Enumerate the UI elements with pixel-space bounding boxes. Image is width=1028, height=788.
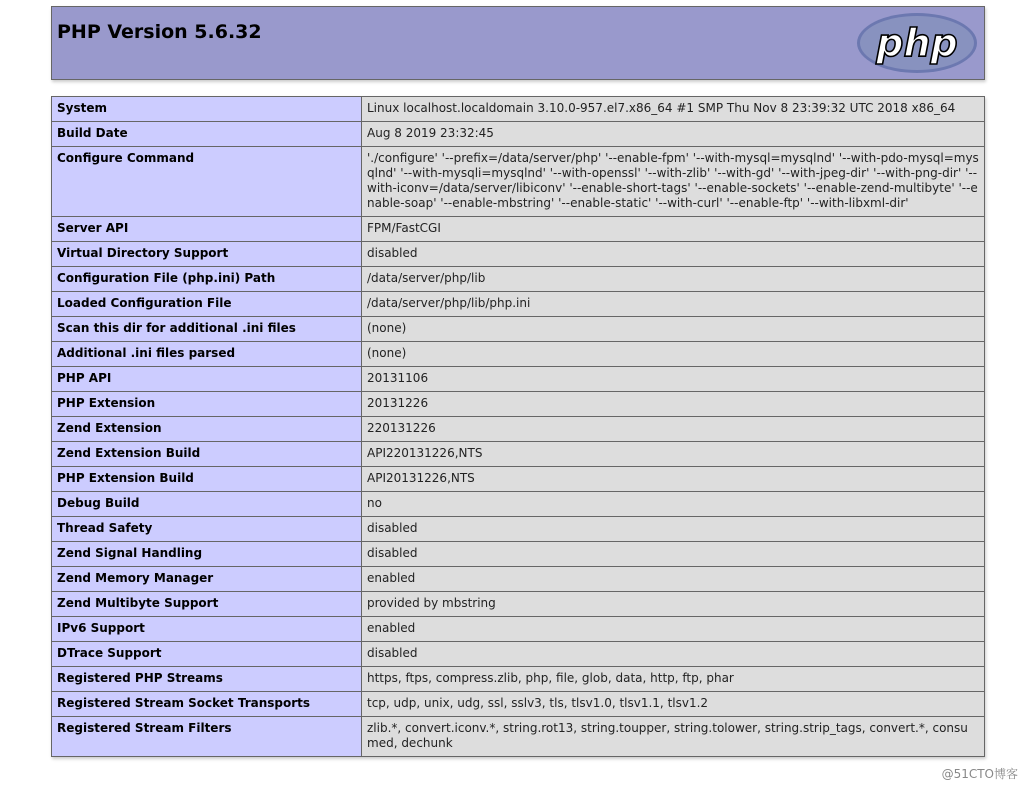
row-value: (none) (362, 342, 985, 367)
row-key: Configuration File (php.ini) Path (52, 267, 362, 292)
row-key: IPv6 Support (52, 617, 362, 642)
phpinfo-table-body (52, 97, 985, 757)
table-row (52, 442, 985, 467)
row-key: Zend Extension Build (52, 442, 362, 467)
row-key: Registered PHP Streams (52, 667, 362, 692)
phpinfo-header (51, 6, 985, 80)
row-key: Thread Safety (52, 517, 362, 542)
row-key: Configure Command (52, 147, 362, 217)
row-key: Zend Memory Manager (52, 567, 362, 592)
table-row (52, 122, 985, 147)
row-key: Build Date (52, 122, 362, 147)
table-row (52, 467, 985, 492)
row-key: Debug Build (52, 492, 362, 517)
row-key: DTrace Support (52, 642, 362, 667)
table-row (52, 567, 985, 592)
row-value: './configure' '--prefix=/data/server/php' '--enable-fpm' '--with-mysql=mysqlnd' '--with-pdo-mysql=mysqlnd' '--with-mysqli=mysqlnd' '--with-openssl' '--with-zlib' '--with-gd' '--with-jpeg-dir' '--with-png-dir' '--with-iconv=/data/server/libiconv' '--enable-short-tags' '--enable-sockets' '--enable-zend-multibyte' '--enable-soap' '--enable-mbstring' '--enable-static' '--with-curl' '--enable-ftp' '--with-libxml-dir' (362, 147, 985, 217)
table-row (52, 667, 985, 692)
table-row (52, 692, 985, 717)
table-row (52, 317, 985, 342)
row-value: disabled (362, 542, 985, 567)
table-row (52, 97, 985, 122)
table-row (52, 342, 985, 367)
row-value: provided by mbstring (362, 592, 985, 617)
php-logo-text: php (876, 21, 958, 65)
row-key: PHP API (52, 367, 362, 392)
row-key: PHP Extension Build (52, 467, 362, 492)
row-key: Registered Stream Socket Transports (52, 692, 362, 717)
row-key: Zend Extension (52, 417, 362, 442)
row-value: API220131226,NTS (362, 442, 985, 467)
row-value: FPM/FastCGI (362, 217, 985, 242)
row-value: no (362, 492, 985, 517)
table-row (52, 292, 985, 317)
page-title: PHP Version 5.6.32 (57, 21, 262, 43)
row-value: https, ftps, compress.zlib, php, file, glob, data, http, ftp, phar (362, 667, 985, 692)
row-value: 20131226 (362, 392, 985, 417)
row-value: 220131226 (362, 417, 985, 442)
table-row (52, 542, 985, 567)
row-value: tcp, udp, unix, udg, ssl, sslv3, tls, tlsv1.0, tlsv1.1, tlsv1.2 (362, 692, 985, 717)
table-row (52, 147, 985, 217)
table-row (52, 617, 985, 642)
row-key: Loaded Configuration File (52, 292, 362, 317)
table-row (52, 642, 985, 667)
row-key: Server API (52, 217, 362, 242)
table-row (52, 517, 985, 542)
phpinfo-table (51, 96, 985, 757)
row-value: disabled (362, 242, 985, 267)
table-row (52, 267, 985, 292)
row-key: Additional .ini files parsed (52, 342, 362, 367)
row-value: (none) (362, 317, 985, 342)
row-key: Virtual Directory Support (52, 242, 362, 267)
row-value: enabled (362, 567, 985, 592)
row-value: zlib.*, convert.iconv.*, string.rot13, string.toupper, string.tolower, string.strip_tags, convert.*, consumed, dechunk (362, 717, 985, 757)
row-value: API20131226,NTS (362, 467, 985, 492)
row-value: enabled (362, 617, 985, 642)
row-value: 20131106 (362, 367, 985, 392)
row-value: disabled (362, 517, 985, 542)
table-row (52, 492, 985, 517)
table-row (52, 417, 985, 442)
php-logo-icon[interactable] (855, 11, 979, 75)
table-row (52, 242, 985, 267)
row-value: /data/server/php/lib/php.ini (362, 292, 985, 317)
row-key: Zend Signal Handling (52, 542, 362, 567)
table-row (52, 592, 985, 617)
table-row (52, 367, 985, 392)
row-value: /data/server/php/lib (362, 267, 985, 292)
table-row (52, 217, 985, 242)
table-row (52, 717, 985, 757)
table-row (52, 392, 985, 417)
row-key: System (52, 97, 362, 122)
row-value: disabled (362, 642, 985, 667)
row-key: PHP Extension (52, 392, 362, 417)
row-value: Aug 8 2019 23:32:45 (362, 122, 985, 147)
row-key: Zend Multibyte Support (52, 592, 362, 617)
row-key: Registered Stream Filters (52, 717, 362, 757)
row-key: Scan this dir for additional .ini files (52, 317, 362, 342)
row-value: Linux localhost.localdomain 3.10.0-957.el7.x86_64 #1 SMP Thu Nov 8 23:39:32 UTC 2018 x86_64 (362, 97, 985, 122)
watermark: @51CTO博客 (941, 767, 1018, 781)
